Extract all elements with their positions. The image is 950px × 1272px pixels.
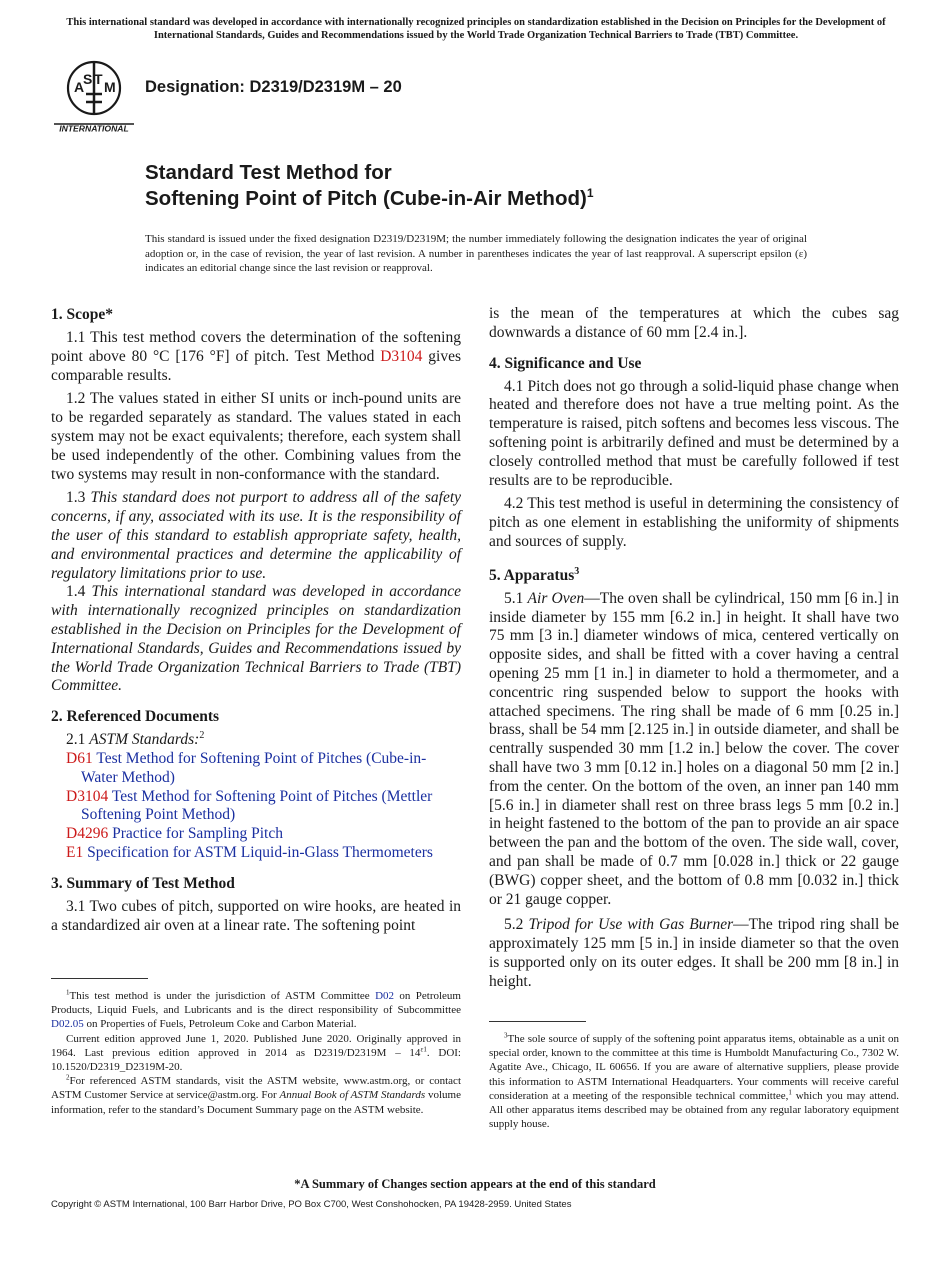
ref-code-d3104[interactable]: D3104 [66,787,109,805]
ref-item[interactable] [51,750,461,788]
footnote-3-mark: 3 [504,1031,508,1040]
right-column [489,305,899,992]
para-1-2: 1.2 The values stated in either SI units or inch-pound units are to be regarded separately as standard. The values stated in each system may not be exact equivalents; therefore, each system shall be used independently of the other. Combining values from the two systems may result in non-conformance with the standard. [51,390,461,483]
section-4-heading: 4. Significance and Use [489,354,642,372]
footnote-1-edition-sup: ε1 [420,1045,427,1054]
para-5-2-num: 5.2 [504,916,529,934]
section-3-heading: 3. Summary of Test Method [51,874,235,892]
para-4-1: 4.1 Pitch does not go through a solid-liquid phase change when heated and therefore does not have a true melting point. As the temperature is raised, pitch softens and becomes less viscous. The softening point is arbitrarily defined and must be determined by a closely controlled method that must be carefully followed if test results are to be reproducible. [489,377,899,489]
footnote-3-text-a: The sole source of supply of the softening point apparatus items, obtainable as a unit on special order, known to the committee at this time is Humboldt Manufacturing Co., 7302 W. Agatite Ave., Chicago, IL 60656. If you are aware of alternative suppliers, please provide this information to ASTM International Headquarters. Your comments will receive careful consideration at a meeting of the responsible technical committee, [489,1033,899,1102]
footnote-1-text-b: on Petroleum Products, Liquid Fuels, and Lubricants and is the direct responsibility of Subcommittee [51,990,461,1017]
link-d02-05[interactable]: D02.05 [51,1018,84,1031]
para-1-1-end: gives comparable results. [51,347,461,384]
para-1-4 [51,583,461,696]
footnote-2 [51,1074,461,1117]
svg-text:S: S [83,71,93,87]
footnote-2-italic: Annual Book of ASTM Standards [279,1089,426,1102]
para-5-1-term: Air Oven [527,589,585,607]
para-2-1-num: 2.1 [66,731,90,749]
footnote-1 [51,989,461,1032]
para-5-1-text: —The oven shall be cylindrical, 150 mm [6 in.] in inside diameter by 155 mm [6.2 in.] in height. It shall have two 75 mm [3 in.] diameter windows of mica, centered vertically on opposite sides, and shall be fitted with a cover having a central opening 25 mm [1 in.] in diameter to hold a thermometer, and a concentric ring suspended below to support the hooks with attached specimens. The ring shall be made of 6 mm [0.25 in.] brass, shall be 54 mm [2.125 in.] in outside diameter, and shall be centrally suspended 30 mm [1.2 in.] below the cover. The cover shall have two 3 mm [0.12 in.] holes on a diagonal 50 mm [2 in.] from the center. On the bottom of the oven, an inner pan 140 mm [5.6 in.] in diameter shall rest on three brass legs 5 mm [0.2 in.] in height fastened to the bottom of the pan to provide an air space between the pan and the bottom of the oven. The side wall, cover, and pan shall be made of 0.7 mm [0.028 in.] thick or 22 gauge (BWG) copper sheet, and the bottom of 0.8 mm [0.032 in.] thick or 21 gauge copper. [489,589,899,908]
designation: Designation: D2319/D2319M – 20 [145,78,402,96]
para-1-3 [51,489,461,583]
para-3-1-continued: is the mean of the temperatures at which the cubes sag downwards a distance of 60 mm [2.4 in.]. [489,305,899,341]
footnote-2-text-a: For referenced ASTM standards, visit the ASTM website, www.astm.org, or contact ASTM Customer Service at service@astm.org. For [51,1075,461,1102]
issuance-note: This standard is issued under the fixed designation D2319/D2319M; the number immediately following the designation indicates the year of original adoption or, in the case of revision, the year of last revision. A number in parentheses indicates the year of last reapproval. A superscript epsilon (ε) indicates an editorial change since the last revision or reapproval. [145,233,807,274]
footnote-1-edition-a: Current edition approved June 1, 2020. Published June 2020. Originally approved in 1964. Last previous edition approved in 2014 as D2319/D2319M – 14 [51,1032,461,1059]
ref-code-d4296[interactable]: D4296 [66,825,109,843]
ref-item[interactable] [51,825,461,844]
ref-title[interactable]: Specification for ASTM Liquid-in-Glass Thermometers [87,843,433,861]
ref-title[interactable]: Practice for Sampling Pitch [112,825,283,843]
summary-of-changes-note: *A Summary of Changes section appears at the end of this standard [294,1177,656,1191]
para-5-1-num: 5.1 [504,589,528,607]
para-1-3-num: 1.3 [66,489,91,507]
title-line-1: Standard Test Method for [145,161,392,184]
para-4-2: 4.2 This test method is useful in determining the consistency of pitch as one element in establishing the uniformity of shipments and sources of supply. [489,495,899,550]
ref-code-e1[interactable]: E1 [66,843,84,861]
ref-code-d61[interactable]: D61 [66,749,93,767]
svg-text:M: M [104,79,116,95]
para-5-1 [489,590,899,910]
para-1-4-text: This international standard was developed in accordance with internationally recognized principles on standardization established in the Decision on Principles for the Development of International Standards, Guides and Recommendations issued by the World Trade Organization Technical Barriers to Trade (TBT) Committee. [51,583,461,695]
footnote-2-mark: 2 [66,1073,70,1082]
para-2-1-text: ASTM Standards: [89,731,200,749]
section-5-heading-sup: 3 [574,565,580,577]
title-line-2-text: Softening Point of Pitch (Cube-in-Air Method) [145,187,587,210]
ref-item[interactable] [51,844,461,863]
title-footnote-mark: 1 [586,186,594,201]
footnote-3 [489,1032,899,1131]
para-1-1 [51,329,461,385]
footnote-1-text-a: This test method is under the jurisdiction of ASTM Committee [69,990,376,1002]
para-2-1 [51,731,461,750]
ref-item[interactable] [51,788,461,826]
link-d3104[interactable]: D3104 [380,347,423,365]
para-5-2-term: Tripod for Use with Gas Burner [528,916,734,934]
section-2-heading: 2. Referenced Documents [51,708,220,726]
section-5-heading-text: 5. Apparatus [489,566,575,584]
footnote-1-edition-b: . DOI: 10.1520/D2319_D2319M-20. [51,1046,461,1074]
footnote-1-text-c: on Properties of Fuels, Petroleum Coke and Carbon Material. [83,1018,357,1031]
footnote-1-mark: 1 [66,988,70,997]
svg-text:A: A [74,79,85,95]
para-2-1-sup: 2 [199,729,205,741]
para-5-2-text: —The tripod ring shall be approximately 125 mm [5 in.] in inside diameter so that the oven is supported only on its outer edges. It shall be 200 mm [8 in.] in height. [489,916,900,990]
footnote-2-text-b: volume information, refer to the standard’s Document Summary page on the ASTM website. [51,1089,461,1116]
footnote-3-text-b: which you may attend. All other apparatus items described may be obtained from any regular laboratory equipment supply house. [489,1089,900,1131]
para-1-4-num: 1.4 [66,583,92,601]
document-title [145,160,594,212]
footnote-3-sup: 1 [788,1088,792,1097]
footnotes-left [51,989,461,1117]
ref-title[interactable]: Test Method for Softening Point of Pitches (Mettler Softening Point Method) [81,787,433,824]
para-5-2 [489,916,899,991]
section-5-heading [489,566,899,585]
para-1-3-text: This standard does not purport to address all of the safety concerns, if any, associated with its use. It is the responsibility of the user of this standard to establish appropriate safety, health, and environmental practices and determine the applicability of regulatory limitations prior to use. [51,489,462,582]
footnote-1-edition [51,1032,461,1075]
para-3-1: 3.1 Two cubes of pitch, supported on wire hooks, are heated in a standardized air oven at a linear rate. The softening point [51,897,461,934]
footnote-rule-left [51,978,148,979]
copyright-line: Copyright © ASTM International, 100 Barr Harbor Drive, PO Box C700, West Conshohocken, PA 19428-2959. United States [51,1199,572,1210]
astm-logo [52,54,136,134]
para-1-1-text: 1.1 This test method covers the determination of the softening point above 80 °C [176 °F] of pitch. Test Method [51,329,461,365]
title-line-2 [145,186,594,212]
left-column [51,305,461,935]
footnote-rule-right [489,1021,586,1022]
section-1-heading: 1. Scope* [51,306,113,323]
footnotes-right [489,1032,899,1131]
svg-text:T: T [94,71,103,87]
ref-title[interactable]: Test Method for Softening Point of Pitches (Cube-in-Water Method) [81,749,427,786]
astm-logo-label: INTERNATIONAL [59,123,129,134]
link-d02[interactable]: D02 [375,990,395,1002]
intl-standard-note: This international standard was developed in accordance with internationally recognized principles on standardization established in the Decision on Principles for the Development of International Standards, Guides and Recommendations issued by the World Trade Organization Technical Barriers to Trade (TBT) Committee. [66,17,886,41]
